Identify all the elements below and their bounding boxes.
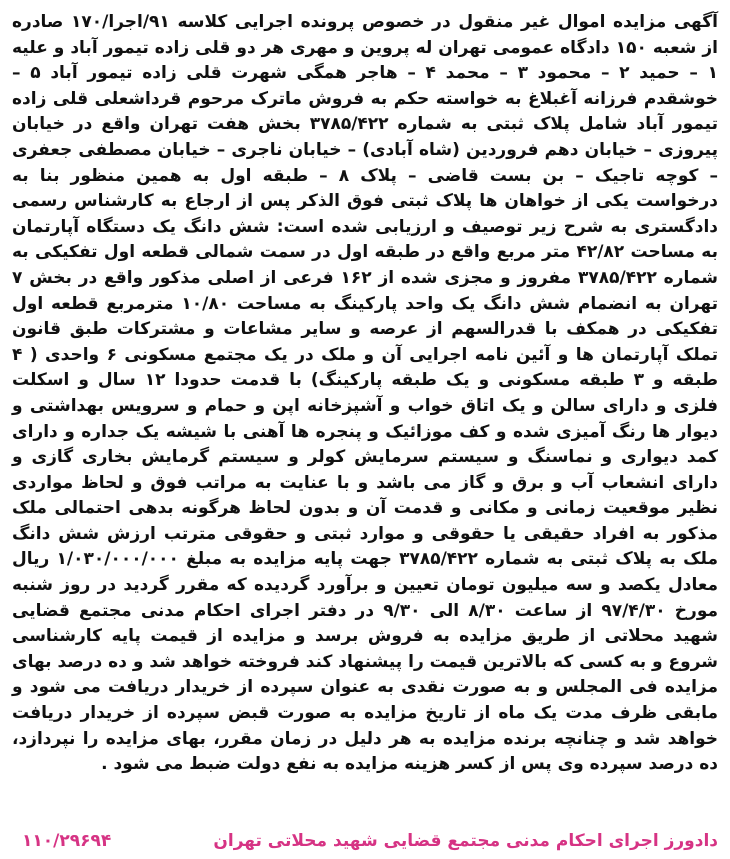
notice-number: ۱۱۰/۲۹۶۹۴ (22, 831, 112, 851)
issuer-signature: دادورز اجرای احکام مدنی مجتمع قضایی شهید محلاتی تهران (213, 831, 718, 851)
notice-footer (12, 828, 718, 854)
notice-body: آگهی مزایده اموال غیر منقول در خصوص پرونده اجرایی کلاسه ۹۱/اجرا/۱۷۰ صادره از شعبه ۱۵۰ دادگاه عمومی تهران له پروین و مهری هر دو قلی زاده تیمور آباد و علیه ۱ – حمید ۲ – محمود ۳ – محمد ۴ – هاجر همگی شهرت قلی زاده تیمور آباد ۵ – خوشقدم فرزانه آغبلاغ به خواسته حکم به فروش ماترک مرحوم قرداشعلی قلی زاده تیمور آباد شامل پلاک ثبتی به شماره ۳۷۸۵/۴۲۲ بخش هفت تهران واقع در خیابان پیروزی – خیابان دهم فروردین (شاه آبادی) – خیابان ناجری – خیابان مصطفی جعفری – کوچه تاجیک – بن بست قاضی – پلاک ۸ – طبقه اول به همین منظور بنا به درخواست یکی از خواهان ها پلاک ثبتی فوق الذکر پس از ارجاع به کارشناس رسمی دادگستری به شرح زیر توصیف و ارزیابی شده است: شش دانگ یک دستگاه آپارتمان به مساحت ۴۲/۸۲ متر مربع واقع در طبقه اول در سمت شمالی قطعه اول تفکیکی به شماره ۳۷۸۵/۴۲۲ مفروز و مجزی شده از ۱۶۲ فرعی از اصلی مذکور واقع در بخش ۷ تهران به انضمام شش دانگ یک واحد پارکینگ به مساحت ۱۰/۸۰ مترمربع قطعه اول تفکیکی در همکف با قدرالسهم از عرصه و سایر مشاعات و مشترکات طبق قانون تملک آپارتمان ها و آئین نامه اجرایی آن و ملک در یک مجتمع مسکونی ۶ واحدی ( ۴ طبقه و ۳ طبقه مسکونی و یک طبقه پارکینگ) با قدمت حدودا ۱۲ سال و اسکلت فلزی و دارای سالن و یک اتاق خواب و آشپزخانه اپن و حمام و سرویس بهداشتی و دیوار ها رنگ آمیزی شده و کف موزائیک و پنجره ها آهنی با شیشه یک جداره و دارای کمد دیواری و نماسنگ و سیستم سرمایش کولر و سیستم گرمایش بخاری گازی و دارای انشعاب آب و برق و گاز می باشد و با عنایت به مراتب فوق و لحاظ مواردی نظیر موقعیت زمانی و مکانی و قدمت آن و بدون لحاظ هرگونه بدهی احتمالی ملک مذکور به افراد حقیقی یا حقوقی و موارد ثبتی و حقوقی مترتب ارزش شش دانگ ملک به پلاک ثبتی به شماره ۳۷۸۵/۴۲۲ جهت پایه مزایده به مبلغ ۱/۰۳۰/۰۰۰/۰۰۰ ریال معادل یکصد و سه میلیون تومان تعیین و برآورد گردیده که مقرر گردید در روز شنبه مورخ ۹۷/۴/۳۰ از ساعت ۸/۳۰ الی ۹/۳۰ در دفتر اجرای احکام مدنی مجتمع قضایی شهید محلاتی از طریق مزایده به فروش برسد و مزایده از قیمت پایه کارشناسی شروع و به کسی که بالاترین قیمت را پیشنهاد کند فروخته خواهد شد و ده درصد بهای مزایده فی المجلس و به صورت نقدی به عنوان سپرده از خریدار دریافت می شود و مابقی ظرف مدت یک ماه از تاریخ مزایده به صورت قبض سپرده از خریدار دریافت خواهد شد و چنانچه برنده مزایده به هر دلیل در زمان مقرر، بهای مزایده را نپردازد، ده درصد سپرده وی پس از کسر هزینه مزایده به نفع دولت ضبط می شود . (12, 12, 719, 775)
